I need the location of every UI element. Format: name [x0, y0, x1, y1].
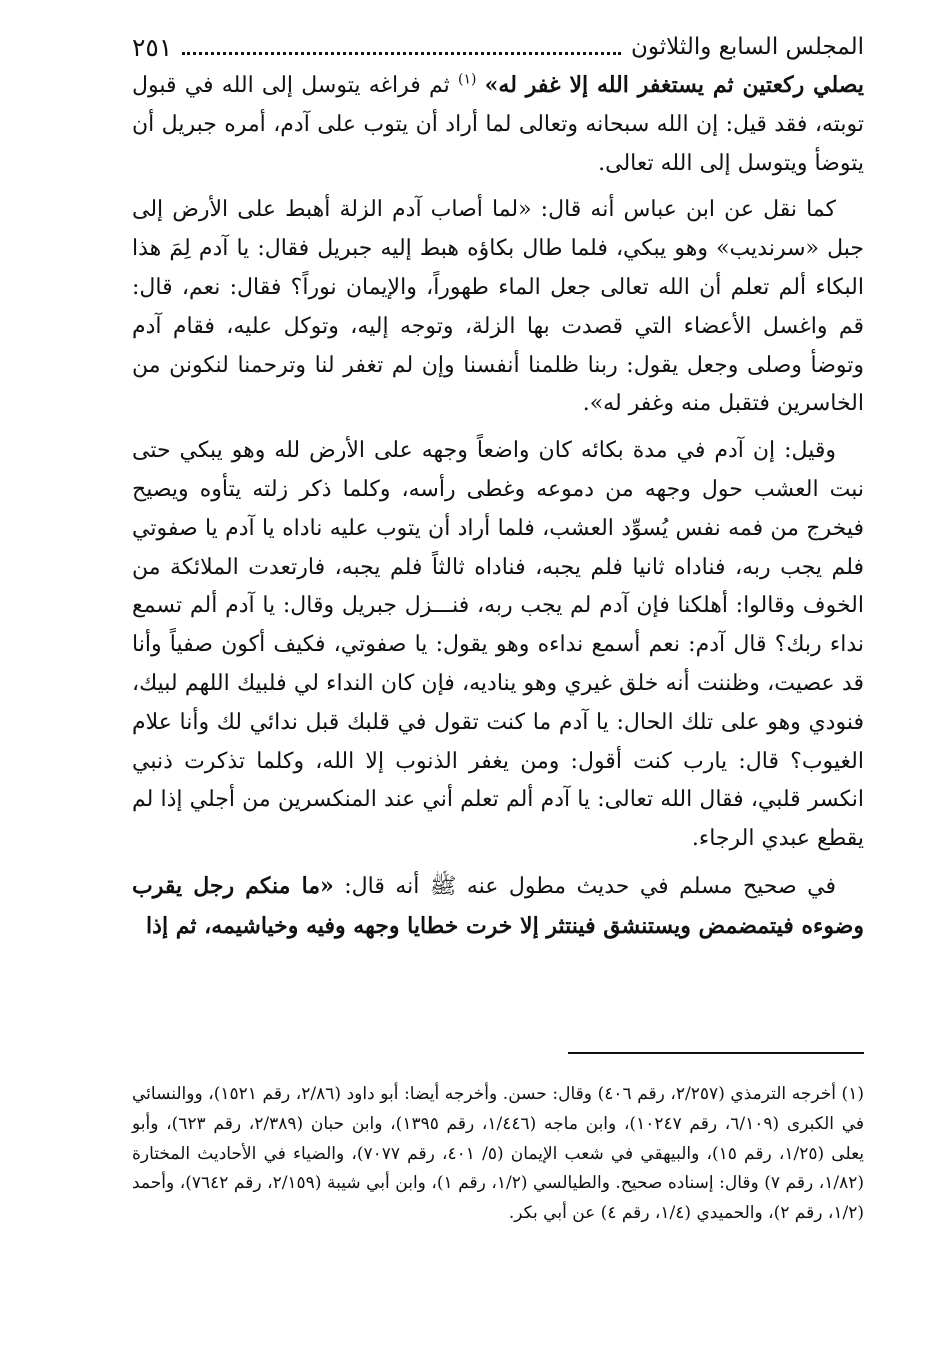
page-number: ٢٥١: [132, 32, 173, 62]
chapter-title: المجلس السابع والثلاثون: [630, 34, 864, 60]
footnotes: [132, 1080, 864, 1229]
paragraph-4-text: في صحيح مسلم في حديث مطول عنه ﷺ أنه قال:: [333, 873, 836, 899]
header-dot-leader: [182, 52, 621, 55]
main-text: [132, 66, 864, 955]
footnote-1: (١) أخرجه الترمذي (٢/٢٥٧، رقم ٤٠٦) وقال: حسن. وأخرجه أيضا: أبو داود (٢/٨٦، رقم ١٥٢١)، ووالنسائي في الكبرى (٦/١٠٩، رقم ١٠٢٤٧)، وابن ماجه (١/٤٤٦، رقم ١٣٩٥)، وابن حبان (٢/٣٨٩، رقم ٦٢٣)، وأبو يعلى (١/٢٥، رقم ١٥)، والبيهقي في شعب الإيمان (٥/ ٤٠١، رقم ٧٠٧٧)، والضياء في الأحاديث المختارة (١/٨٢، رقم ٧) وقال: إسناده صحيح. والطيالسي (١/٢، رقم ١)، وابن أبي شيبة (٢/١٥٩، رقم ٧٦٤٢)، وأحمد (١/٢، رقم ٢)، والحميدي (١/٤، رقم ٤) عن أبي بكر.: [132, 1084, 865, 1224]
page-header: [132, 30, 864, 64]
paragraph-4: [132, 867, 864, 947]
paragraph-3: وقيل: إن آدم في مدة بكائه كان واضعاً وجهه على الأرض لله وهو يبكي حتى نبت العشب حول وجهه من دموعه وغطى رأسه، وكلما ذكر زلته يتأوه ويصيح فيخرج من فمه نفس يُسوِّد العشب، فلما أراد أن يتوب عليه ناداه يا آدم يا صفوتي فلم يجب ربه، فناداه ثانيا فلم يجبه، فناداه ثالثاً فلم يجبه، فارتعدت الملائكة من الخوف وقالوا: أهلكنا فإن آدم لم يجب ربه، فنـــزل جبريل وقال: يا آدم ألم تسمع نداء ربك؟ قال آدم: نعم أسمع نداءه وهو يقول: يا صفوتي، فكيف أكون صفياً وأنا قد عصيت، وظننت أنه خلق غيري وهو يناديه، فإن كان النداء لي فلبيك اللهم لبيك، فنودي وهو على تلك الحال: يا آدم ما كنت تقول في قلبك قبل ندائي لك وأنا علام الغيوب؟ قال: يارب كنت أقول: ومن يغفر الذنوب إلا الله، وكلما تذكرت ذنبي انكسر قلبي، فقال الله تعالى: يا آدم ألم تعلم أني عند المنكسرين من أجلي إذا لم يقطع عبدي الرجاء.: [132, 438, 864, 852]
footnote-separator: [568, 1052, 864, 1054]
paragraph-1: [132, 66, 864, 183]
paragraph-2: كما نقل عن ابن عباس أنه قال: «لما أصاب آدم الزلة أهبط على الأرض إلى جبل «سرنديب» وهو يبكي، فلما طال بكاؤه هبط إليه جبريل فقال: يا آدم لِمَ هذا البكاء ألم تعلم أن الله تعالى جعل الماء طهوراً، والإيمان نوراً؟ فقال: نعم، قال: قم واغسل الأعضاء التي قصدت بها الزلة، وتوجه إليه، وتوكل عليه، فقام آدم وتوضأ وصلى وجعل يقول: ربنا ظلمنا أنفسنا وإن لم تغفر لنا وترحمنا لنكونن من الخاسرين فتقبل منه وغفر له».: [132, 197, 864, 417]
hadith-continuation: يصلي ركعتين ثم يستغفر الله إلا غفر له»: [484, 72, 864, 98]
paragraph-1-text: ثم فراغه يتوسل إلى الله في قبول توبته، فقد قيل: إن الله سبحانه وتعالى لما أراد أن يتوب على آدم، أمره جبريل أن يتوضأ ويتوسل إلى الله تعالى.: [132, 73, 864, 176]
hadith-quote: «ما منكم رجل يقرب وضوءه فيتمضمض ويستنشق فينتثر إلا خرت خطايا وجهه وفيه وخياشيمه، ثم إذا: [132, 872, 864, 939]
footnote-ref-1: (١): [457, 71, 477, 88]
